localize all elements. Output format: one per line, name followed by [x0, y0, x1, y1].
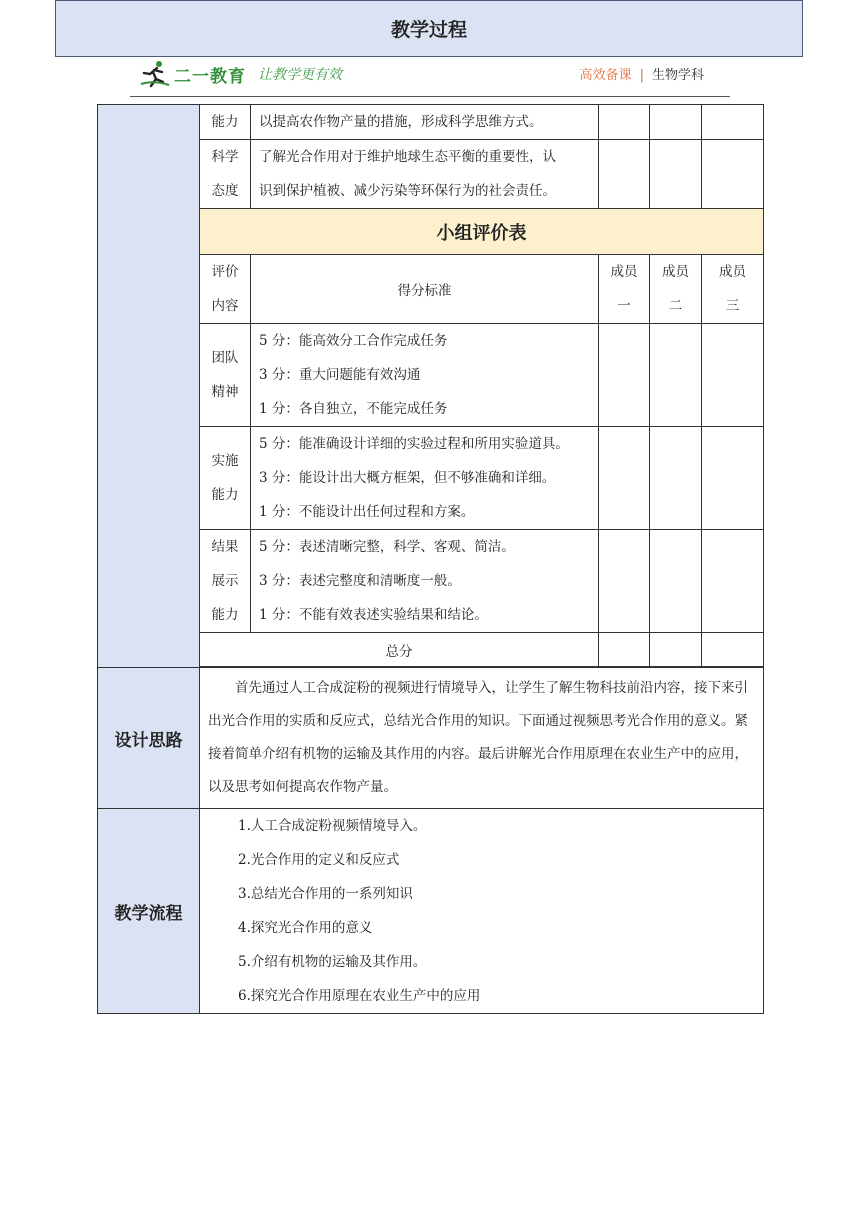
- label-line: 一: [617, 298, 631, 314]
- label-line: 能力: [211, 607, 239, 623]
- score-cell: [702, 633, 764, 667]
- criteria-line: 5 分：表述清晰完整，科学、客观、简洁。: [259, 539, 515, 555]
- criteria-line: 5 分：能高效分工合作完成任务: [259, 333, 448, 349]
- head-member-1: [599, 255, 650, 324]
- label-line: 内容: [211, 298, 239, 314]
- design-label: 设计思路: [98, 668, 200, 809]
- label-line: 成员: [662, 264, 689, 280]
- score-cell: [702, 530, 764, 633]
- runner-logo-icon: [140, 60, 170, 88]
- criteria-line: 5 分：能准确设计详细的实验过程和所用实验道具。: [259, 436, 569, 452]
- label-line: 结果: [211, 539, 239, 555]
- head-criteria: 得分标准: [251, 255, 599, 324]
- criteria-line: 1 分：各自独立，不能完成任务: [259, 401, 448, 417]
- score-cell: [599, 140, 650, 209]
- score-cell: [702, 140, 764, 209]
- score-cell: [650, 105, 702, 140]
- criteria-line: 1 分：不能设计出任何过程和方案。: [259, 504, 475, 520]
- brand-name: 二一教育: [174, 66, 246, 87]
- score-cell: [650, 530, 702, 633]
- criteria-line: 3 分：能设计出大概方框架，但不够准确和详细。: [259, 470, 556, 486]
- list-item: 3.总结光合作用的一系列知识: [238, 886, 413, 902]
- eval-label-team: [200, 324, 251, 427]
- head-member-3: [702, 255, 764, 324]
- group-eval-title: 小组评价表: [200, 209, 764, 255]
- row-text-attitude: [251, 140, 599, 209]
- row-label-ability: 能力: [200, 105, 251, 140]
- list-item: 5.介绍有机物的运输及其作用。: [238, 954, 427, 970]
- label-line: 成员: [610, 264, 638, 280]
- label-line: 科学: [211, 149, 239, 165]
- total-label: 总分: [200, 633, 599, 667]
- eval-criteria-implement: [251, 427, 599, 530]
- label-line: 精神: [211, 384, 239, 400]
- label-line: 态度: [211, 183, 239, 199]
- tag-subject: 生物学科: [651, 68, 704, 83]
- list-item: 6.探究光合作用原理在农业生产中的应用: [238, 988, 481, 1004]
- logo: [140, 60, 342, 88]
- score-cell: [702, 427, 764, 530]
- eval-criteria-result: [251, 530, 599, 633]
- score-cell: [599, 530, 650, 633]
- brand-slogan: 让教学更有效: [258, 67, 342, 83]
- text-line: 识到保护植被、减少污染等环保行为的社会责任。: [259, 183, 556, 199]
- lesson-table: [97, 104, 764, 1014]
- score-cell: [650, 324, 702, 427]
- page-title: 教学过程: [55, 0, 803, 57]
- eval-label-implement: [200, 427, 251, 530]
- design-text: 首先通过人工合成淀粉的视频进行情境导入，让学生了解生物科技前沿内容，接下来引出光合作用的实质和反应式，总结光合作用的知识。下面通过视频思考光合作用的意义。紧接着简单介绍有机物的运输及其作用的内容。最后讲解光合作用原理在农业生产中的应用，以及思考如何提高农作物产量。: [200, 668, 764, 809]
- text-line: 了解光合作用对于维护地球生态平衡的重要性，认: [259, 149, 556, 165]
- score-cell: [599, 324, 650, 427]
- label-line: 评价: [211, 264, 239, 280]
- score-cell: [702, 324, 764, 427]
- label-line: 团队: [211, 350, 239, 366]
- score-cell: [599, 633, 650, 667]
- head-member-2: [650, 255, 702, 324]
- label-line: 三: [725, 298, 740, 314]
- tag-efficient-prep: 高效备课: [579, 68, 632, 83]
- table-row: [98, 668, 764, 809]
- table-row: [98, 809, 764, 1014]
- score-cell: [599, 105, 650, 140]
- eval-label-result: [200, 530, 251, 633]
- table-row: [98, 105, 764, 140]
- score-cell: [650, 427, 702, 530]
- score-cell: [702, 105, 764, 140]
- list-item: 4.探究光合作用的意义: [238, 920, 373, 936]
- label-line: 成员: [719, 264, 746, 280]
- criteria-line: 3 分：重大问题能有效沟通: [259, 367, 421, 383]
- criteria-line: 1 分：不能有效表述实验结果和结论。: [259, 607, 488, 623]
- row-label-attitude: [200, 140, 251, 209]
- score-cell: [650, 633, 702, 667]
- score-cell: [599, 427, 650, 530]
- flow-list: [200, 809, 764, 1014]
- label-line: 能力: [211, 487, 239, 503]
- criteria-line: 3 分：表述完整度和清晰度一般。: [259, 573, 461, 589]
- side-label-empty: [98, 105, 200, 668]
- head-eval-content: [200, 255, 251, 324]
- list-item: 1.人工合成淀粉视频情境导入。: [238, 818, 427, 834]
- label-line: 展示: [211, 573, 239, 589]
- score-cell: [650, 140, 702, 209]
- header-tags: [580, 64, 704, 83]
- eval-criteria-team: [251, 324, 599, 427]
- document-header: [130, 58, 730, 97]
- row-text-ability: 以提高农作物产量的措施，形成科学思维方式。: [251, 105, 599, 140]
- flow-label: 教学流程: [98, 809, 200, 1014]
- list-item: 2.光合作用的定义和反应式: [238, 852, 400, 868]
- tag-separator: |: [639, 68, 644, 83]
- label-line: 实施: [211, 453, 239, 469]
- label-line: 二: [668, 298, 683, 314]
